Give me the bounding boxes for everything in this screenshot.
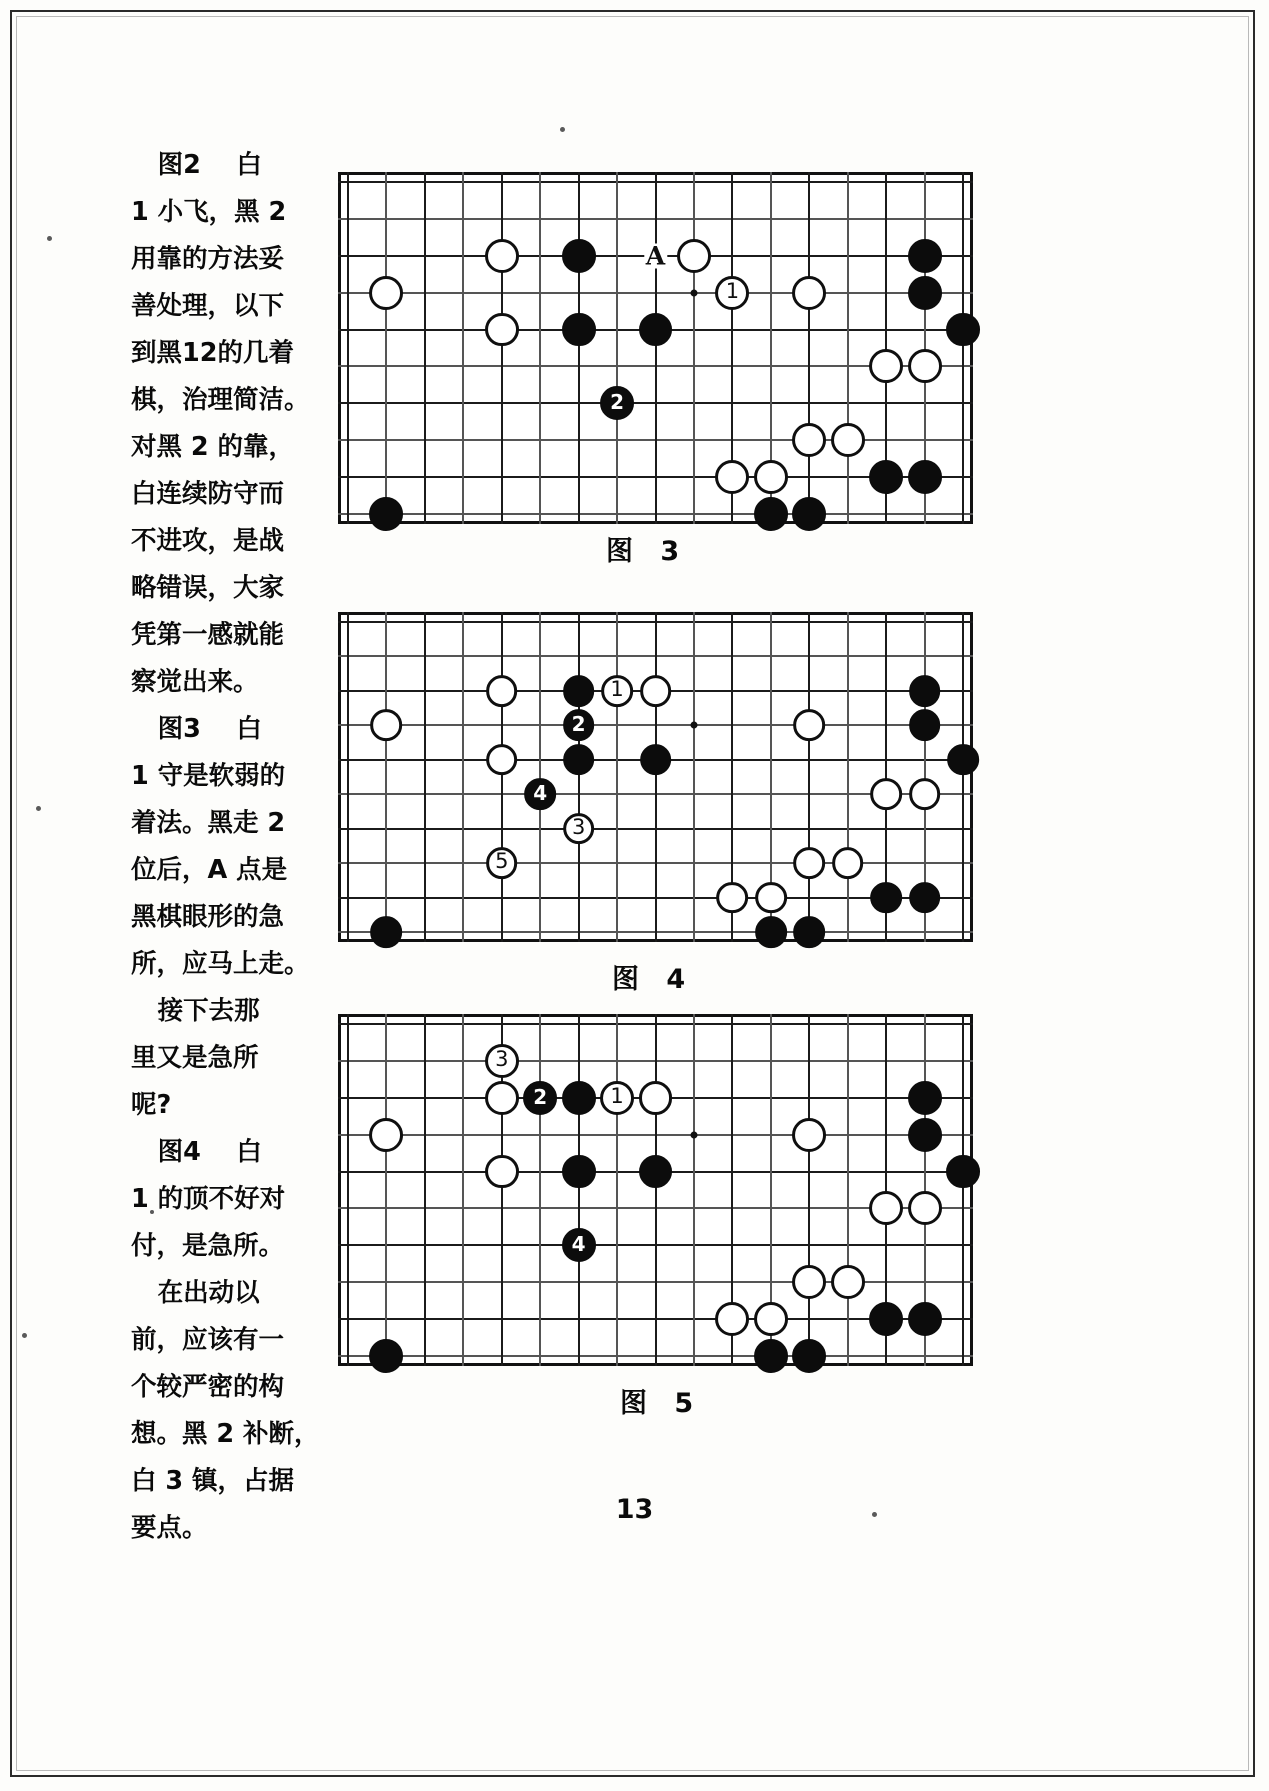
- body-text-line: 略错误，大家: [131, 573, 285, 603]
- white-stone: [639, 1081, 673, 1115]
- white-stone: [908, 1191, 942, 1225]
- grid-line-vertical: [347, 612, 349, 942]
- stone-move-number: 4: [571, 1232, 586, 1257]
- white-stone: [792, 276, 826, 310]
- grid-line-vertical: [962, 1014, 964, 1366]
- black-stone: [562, 239, 596, 273]
- body-text-line: 图2 白: [131, 150, 262, 180]
- grid-line-vertical: [962, 612, 964, 942]
- white-stone: [792, 423, 826, 457]
- black-stone: [869, 460, 903, 494]
- grid-line-vertical: [347, 1014, 349, 1366]
- black-stone: [908, 1118, 942, 1152]
- white-stone: [601, 675, 633, 707]
- body-text-line: 用靠的方法妥: [131, 244, 285, 274]
- black-stone: [369, 1339, 403, 1373]
- body-text-line: 里又是急所: [131, 1043, 259, 1073]
- body-text-line: 要点。: [131, 1513, 208, 1543]
- grid-line-vertical: [655, 1014, 657, 1366]
- white-stone: [870, 778, 902, 810]
- grid-line-vertical: [808, 1014, 810, 1366]
- grid-line-vertical: [347, 172, 349, 524]
- white-stone: [640, 675, 672, 707]
- black-stone: [563, 675, 595, 707]
- black-stone: [369, 497, 403, 531]
- body-text-line: 1 小飞，黑 2: [131, 197, 287, 227]
- go-board-diagram-fig3: [338, 172, 973, 524]
- black-stone: [946, 1155, 980, 1189]
- white-stone: [485, 1044, 519, 1078]
- black-stone: [909, 675, 941, 707]
- grid-line-vertical: [962, 172, 964, 524]
- grid-line-vertical: [424, 1014, 426, 1366]
- black-stone: [909, 882, 941, 914]
- black-stone: [869, 1302, 903, 1336]
- grid-line-vertical: [693, 1014, 695, 1366]
- scan-speck: [560, 127, 565, 132]
- grid-line-vertical: [501, 612, 503, 942]
- body-text-line: 位后，A 点是: [131, 855, 288, 885]
- white-stone: [369, 276, 403, 310]
- body-text-line: 前，应该有一: [131, 1325, 285, 1355]
- body-text-line: 图4 白: [131, 1137, 262, 1167]
- go-board-diagram-fig5: [338, 1014, 973, 1366]
- grid-line-vertical: [462, 172, 464, 524]
- figure-caption-fig5: 图 5: [620, 1388, 703, 1419]
- stone-move-number: 5: [495, 849, 509, 874]
- grid-line-vertical: [462, 612, 464, 942]
- black-stone: [908, 1302, 942, 1336]
- scan-speck: [36, 806, 41, 811]
- body-text-line: 到黑12的几着: [131, 338, 294, 368]
- white-stone: [715, 460, 749, 494]
- scan-speck: [22, 1333, 27, 1338]
- figure-caption-fig3: 图 3: [606, 536, 689, 567]
- grid-line-vertical: [501, 172, 503, 524]
- body-text-line: 凭第一感就能: [131, 620, 285, 650]
- grid-line-vertical: [616, 612, 618, 942]
- black-stone: [792, 497, 826, 531]
- grid-line-vertical: [424, 612, 426, 942]
- white-stone: [908, 349, 942, 383]
- white-stone: [869, 1191, 903, 1225]
- go-board-diagram-fig4: [338, 612, 973, 942]
- grid-line-vertical: [385, 1014, 387, 1366]
- black-stone: [562, 313, 596, 347]
- black-stone: [524, 778, 556, 810]
- black-stone: [639, 313, 673, 347]
- grid-line-vertical: [539, 172, 541, 524]
- body-text-line: 不进攻，是战: [131, 526, 285, 556]
- white-stone: [793, 847, 825, 879]
- grid-line-vertical: [385, 172, 387, 524]
- white-stone: [485, 1155, 519, 1189]
- black-stone: [946, 313, 980, 347]
- black-stone: [562, 1228, 596, 1262]
- body-text-column: [131, 142, 325, 1552]
- black-stone: [563, 709, 595, 741]
- white-stone: [485, 239, 519, 273]
- board-marker-letter: A: [645, 241, 666, 271]
- white-stone: [563, 813, 595, 845]
- grid-line-vertical: [578, 612, 580, 942]
- grid-line-vertical: [655, 612, 657, 942]
- body-text-line: 着法。黑走 2: [131, 808, 286, 838]
- grid-line-vertical: [693, 612, 695, 942]
- black-stone: [563, 744, 595, 776]
- body-text-line: 在出动以: [131, 1278, 260, 1308]
- black-stone: [870, 882, 902, 914]
- white-stone: [486, 847, 518, 879]
- white-stone: [485, 1081, 519, 1115]
- white-stone: [869, 349, 903, 383]
- grid-line-vertical: [616, 1014, 618, 1366]
- grid-line-vertical: [847, 1014, 849, 1366]
- body-text-line: 1 守是软弱的: [131, 761, 286, 791]
- black-stone: [793, 916, 825, 948]
- black-stone: [908, 460, 942, 494]
- white-stone: [600, 1081, 634, 1115]
- white-stone: [792, 1118, 826, 1152]
- stone-move-number: 1: [610, 677, 624, 702]
- white-stone: [486, 675, 518, 707]
- body-text-line: 想。黑 2 补断，: [131, 1419, 320, 1449]
- black-stone: [639, 1155, 673, 1189]
- black-stone: [523, 1081, 557, 1115]
- grid-line-vertical: [578, 172, 580, 524]
- stone-move-number: 1: [610, 1084, 624, 1109]
- stone-move-number: 2: [571, 712, 586, 737]
- body-text-line: 呢?: [131, 1090, 172, 1120]
- page-number: 13: [615, 1494, 654, 1525]
- black-stone: [371, 916, 403, 948]
- body-text-line: 棋，治理简洁。: [131, 385, 310, 415]
- stone-move-number: 1: [725, 279, 740, 304]
- body-text-line: 善处理，以下: [131, 291, 285, 321]
- grid-line-vertical: [385, 612, 387, 942]
- black-stone: [755, 916, 787, 948]
- black-stone: [754, 1339, 788, 1373]
- black-stone: [908, 239, 942, 273]
- black-stone: [562, 1081, 596, 1115]
- black-stone: [947, 744, 979, 776]
- body-text-line: 1 的顶不好对: [131, 1184, 286, 1214]
- grid-line-vertical: [847, 612, 849, 942]
- body-text-line: 察觉出来。: [131, 667, 259, 697]
- body-text-line: 个较严密的构: [131, 1372, 285, 1402]
- grid-line-vertical: [424, 172, 426, 524]
- black-stone: [908, 1081, 942, 1115]
- body-text-line: 所，应马上走。: [131, 949, 310, 979]
- black-stone: [909, 709, 941, 741]
- body-text-line: 图3 白: [131, 714, 262, 744]
- star-point: [690, 722, 697, 729]
- white-stone: [715, 1302, 749, 1336]
- white-stone: [369, 1118, 403, 1152]
- white-stone: [755, 882, 787, 914]
- white-stone: [754, 460, 788, 494]
- stone-move-number: 4: [533, 781, 548, 806]
- white-stone: [831, 423, 865, 457]
- grid-line-vertical: [808, 172, 810, 524]
- figure-caption-fig4: 图 4: [612, 964, 695, 995]
- black-stone: [562, 1155, 596, 1189]
- white-stone: [832, 847, 864, 879]
- grid-line-vertical: [808, 612, 810, 942]
- grid-line-vertical: [847, 172, 849, 524]
- black-stone: [908, 276, 942, 310]
- white-stone: [831, 1265, 865, 1299]
- white-stone: [717, 882, 749, 914]
- body-text-line: 付，是急所。: [131, 1231, 285, 1261]
- white-stone: [792, 1265, 826, 1299]
- stone-move-number: 2: [610, 390, 625, 415]
- grid-line-vertical: [539, 612, 541, 942]
- grid-line-vertical: [616, 172, 618, 524]
- white-stone: [754, 1302, 788, 1336]
- grid-line-vertical: [578, 1014, 580, 1366]
- white-stone: [371, 709, 403, 741]
- grid-line-vertical: [655, 172, 657, 524]
- body-text-line: 白连续防守而: [131, 479, 285, 509]
- stone-move-number: 3: [571, 815, 586, 840]
- star-point: [690, 289, 697, 296]
- grid-line-vertical: [462, 1014, 464, 1366]
- grid-line-vertical: [693, 172, 695, 524]
- white-stone: [793, 709, 825, 741]
- body-text-line: 对黑 2 的靠，: [131, 432, 294, 462]
- white-stone: [677, 239, 711, 273]
- body-text-line: 黑棋眼形的急: [131, 902, 285, 932]
- black-stone: [640, 744, 672, 776]
- stone-move-number: 3: [495, 1047, 509, 1072]
- scan-speck: [47, 236, 52, 241]
- white-stone: [715, 276, 749, 310]
- stone-move-number: 2: [533, 1084, 548, 1109]
- body-text-line: 白 3 镇，占据: [131, 1466, 294, 1496]
- black-stone: [792, 1339, 826, 1373]
- star-point: [690, 1131, 697, 1138]
- body-text-line: 接下去那: [131, 996, 260, 1026]
- black-stone: [600, 386, 634, 420]
- black-stone: [754, 497, 788, 531]
- white-stone: [486, 744, 518, 776]
- grid-line-vertical: [539, 1014, 541, 1366]
- white-stone: [485, 313, 519, 347]
- white-stone: [909, 778, 941, 810]
